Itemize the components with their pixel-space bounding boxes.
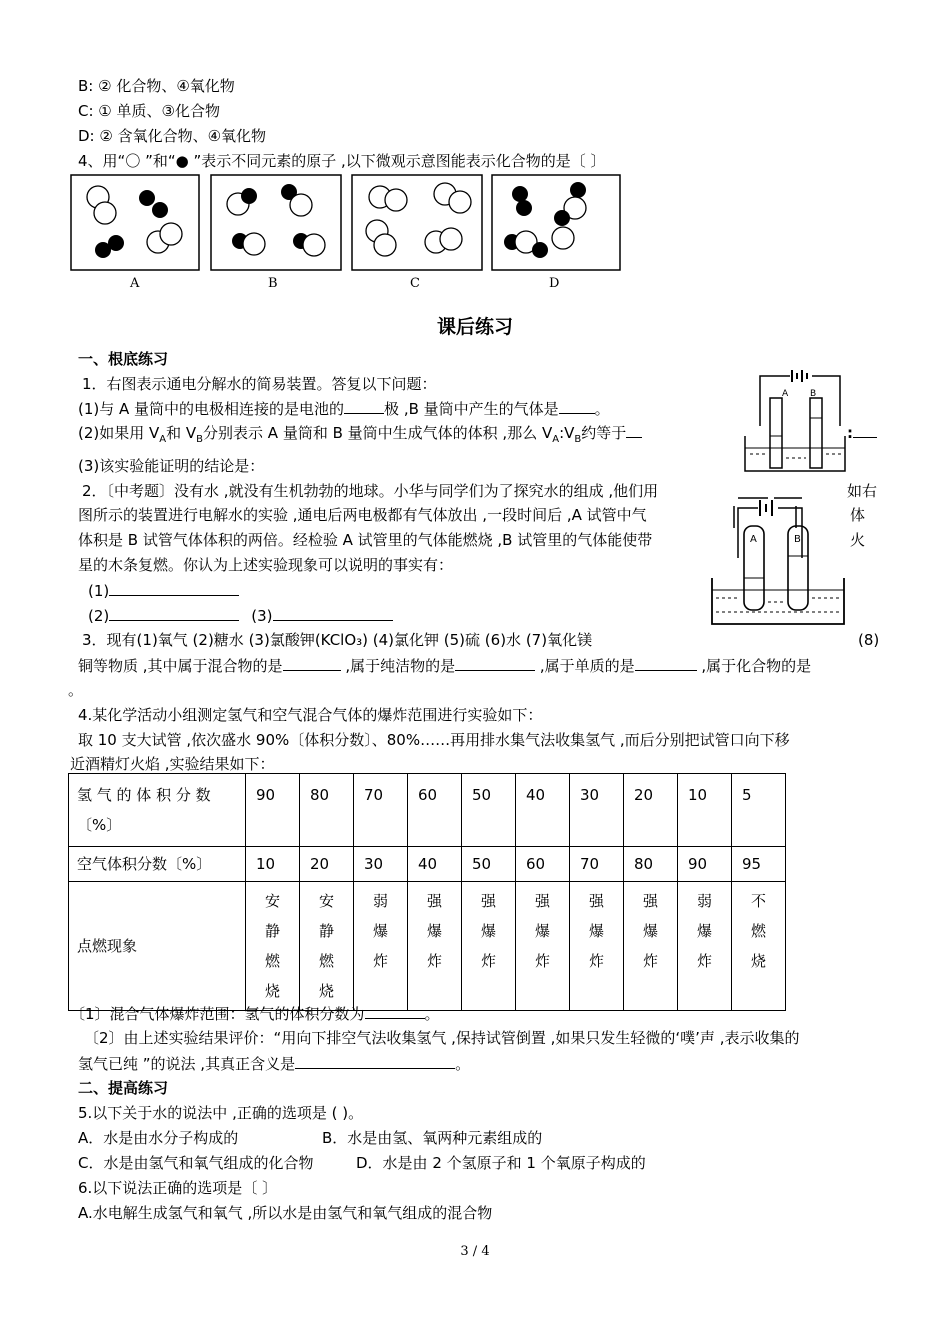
- cell-phenomenon: 弱 爆 炸: [354, 882, 408, 1011]
- q3-line1: 3．现有(1)氧气 (2)糖水 (3)氯酸钾(KClO₃) (4)氯化钾 (5)硫 (6)水 (7)氧化镁: [82, 631, 593, 649]
- cell-hydrogen: 10: [678, 774, 732, 847]
- cell-hydrogen: 50: [462, 774, 516, 847]
- q5-option-d: D．水是由 2 个氢原子和 1 个氧原子构成的: [356, 1154, 646, 1172]
- cell-air: 40: [408, 847, 462, 882]
- option-c: C: ① 单质、③化合物: [78, 102, 220, 120]
- table-row-hydrogen: [69, 774, 786, 847]
- cell-hydrogen: 30: [570, 774, 624, 847]
- experiment-table: [68, 773, 786, 1011]
- cell-phenomenon: 强 爆 炸: [462, 882, 516, 1011]
- answer-blank[interactable]: [295, 1053, 455, 1069]
- q1-intro: 1．右图表示通电分解水的简易装置。答复以下问题：: [82, 375, 437, 393]
- q4-sub2-line1: 〔2〕由上述实验结果评价：“用向下排空气法收集氢气 ,保持试管倒置 ,如果只发生轻微的‘噗’声 ,表示收集的: [84, 1029, 800, 1047]
- section-2-heading: 二、提高练习: [78, 1079, 169, 1097]
- table-row-air: [69, 847, 786, 882]
- molecule-label-c: C: [410, 276, 420, 291]
- cell-air: 80: [624, 847, 678, 882]
- electrolysis-diagram-1: [740, 366, 850, 478]
- table-row-phenomena: [69, 882, 786, 1011]
- molecule-box-b: [211, 175, 341, 270]
- answer-blank[interactable]: [635, 655, 697, 671]
- q3-line2: 铜等物质 ,其中属于混合物的是 ,属于纯洁物的是 ,属于单质的是 ,属于化合物的是: [78, 657, 812, 675]
- q5-option-b: B．水是由氢、氧两种元素组成的: [322, 1129, 543, 1147]
- cell-phenomenon: 强 爆 炸: [570, 882, 624, 1011]
- cell-hydrogen: 90: [246, 774, 300, 847]
- option-d: D: ② 含氧化合物、④氧化物: [78, 127, 267, 145]
- cell-air: 90: [678, 847, 732, 882]
- option-b: B: ② 化合物、④氧化物: [78, 77, 235, 95]
- row-head-phenomena: 点燃现象: [69, 882, 246, 1011]
- q5-stem: 5.以下关于水的说法中 ,正确的选项是 ( )。: [78, 1104, 364, 1122]
- cell-phenomenon: 强 爆 炸: [624, 882, 678, 1011]
- answer-blank[interactable]: [626, 422, 642, 438]
- cell-hydrogen: 20: [624, 774, 678, 847]
- answer-blank[interactable]: [109, 580, 239, 596]
- cell-hydrogen: 60: [408, 774, 462, 847]
- molecule-label-a: A: [130, 276, 140, 291]
- cell-phenomenon: 不 燃 烧: [732, 882, 786, 1011]
- cell-air: 95: [732, 847, 786, 882]
- section-1-heading: 一、根底练习: [78, 350, 169, 368]
- q5-option-c: C．水是由氢气和氧气组成的化合物: [78, 1154, 314, 1172]
- tube-label-b: B: [794, 534, 801, 545]
- answer-blank[interactable]: [455, 655, 535, 671]
- page-number: 3 / 4: [460, 1244, 490, 1259]
- cell-hydrogen: 40: [516, 774, 570, 847]
- cell-air: 50: [462, 847, 516, 882]
- answer-blank[interactable]: [273, 605, 393, 621]
- cell-phenomenon: 强 爆 炸: [516, 882, 570, 1011]
- answer-blank[interactable]: [283, 655, 341, 671]
- molecule-label-b: B: [268, 276, 278, 291]
- cell-phenomenon: 安 静 燃 烧: [300, 882, 354, 1011]
- q4-sub1: 〔1〕混合气体爆炸范围：氢气的体积分数为 。: [70, 1005, 440, 1023]
- q4-sub2-line2: 氢气已纯 ”的说法 ,其真正含义是 。: [78, 1055, 471, 1073]
- row-head-hydrogen: 氢 气 的 体 积 分 数 〔%〕: [69, 774, 246, 847]
- cell-air: 10: [246, 847, 300, 882]
- electrolysis-diagram-2: [708, 478, 848, 630]
- cell-hydrogen: 70: [354, 774, 408, 847]
- q2-line2-end: 体: [850, 506, 866, 524]
- cell-phenomenon: 弱 爆 炸: [678, 882, 732, 1011]
- q2-line3-end: 火: [850, 531, 866, 549]
- answer-blank[interactable]: [853, 422, 877, 438]
- q1-part1: (1)与 A 量筒中的电极相连接的是电池的 极 ,B 量筒中产生的气体是 。: [78, 400, 610, 418]
- question-4-stem: 4、用“〇 ”和“● ”表示不同元素的原子 ,以下微观示意图能表示化合物的是〔 〕: [78, 152, 606, 170]
- q6-option-a: A.水电解生成氢气和氧气 ,所以水是由氢气和氧气组成的混合物: [78, 1204, 493, 1222]
- q5-option-a: A．水是由水分子构成的: [78, 1129, 239, 1147]
- cell-hydrogen: 5: [732, 774, 786, 847]
- q4-line3: 近酒精灯火焰 ,实验结果如下：: [70, 755, 275, 773]
- answer-blank[interactable]: [559, 398, 595, 414]
- cell-hydrogen: 80: [300, 774, 354, 847]
- answer-blank[interactable]: [365, 1003, 425, 1019]
- tube-label-a: A: [782, 389, 789, 399]
- q2-line1: 2．〔中考题〕没有水 ,就没有生机勃勃的地球。小华与同学们为了探究水的组成 ,他们用: [82, 482, 659, 500]
- q2-line2: 图所示的装置进行电解水的实验 ,通电后两电极都有气体放出 ,一段时间后 ,A 试管中气: [78, 506, 647, 524]
- cell-air: 60: [516, 847, 570, 882]
- q3-line3: 。: [68, 681, 84, 699]
- molecule-diagrams: [68, 172, 623, 292]
- cell-air: 30: [354, 847, 408, 882]
- q6-stem: 6.以下说法正确的选项是〔 〕: [78, 1179, 278, 1197]
- tube-label-b: B: [810, 389, 817, 399]
- cell-air: 20: [300, 847, 354, 882]
- section-title: 课后练习: [436, 316, 513, 338]
- q4-line1: 4.某化学活动小组测定氢气和空气混合气体的爆炸范围进行实验如下：: [78, 706, 543, 724]
- q1-part2: (2)如果用 $V_A$和 $V_B$分别表示 A 量筒和 B 量筒中生成气体的体积 ,那么 $V_A:V_B$约等于: [78, 422, 642, 450]
- cell-phenomenon: 安 静 燃 烧: [246, 882, 300, 1011]
- answer-blank[interactable]: [344, 398, 384, 414]
- cell-phenomenon: 强 爆 炸: [408, 882, 462, 1011]
- molecule-label-d: D: [549, 276, 560, 291]
- answer-blank[interactable]: [109, 605, 239, 621]
- q1-part2-ratio: :: [847, 422, 877, 443]
- q4-line2: 取 10 支大试管 ,依次盛水 90%〔体积分数〕、80%……再用排水集气法收集氢气 ,而后分别把试管口向下移: [78, 731, 790, 749]
- row-head-air: 空气体积分数〔%〕: [69, 847, 246, 882]
- q1-part3: (3)该实验能证明的结论是：: [78, 457, 265, 475]
- q2-answer1: (1): [88, 580, 239, 601]
- q2-line3: 体积是 B 试管气体体积的两倍。经检验 A 试管里的气体能燃烧 ,B 试管里的气体能使带: [78, 531, 653, 549]
- tube-label-a: A: [750, 534, 757, 545]
- cell-air: 70: [570, 847, 624, 882]
- q2-line1-end: 如右: [847, 482, 878, 500]
- q3-line1-end: (8): [858, 631, 880, 649]
- q2-line4: 星的木条复燃。你认为上述实验现象可以说明的事实有：: [78, 556, 454, 574]
- q2-answer2: (2) (3): [88, 605, 393, 626]
